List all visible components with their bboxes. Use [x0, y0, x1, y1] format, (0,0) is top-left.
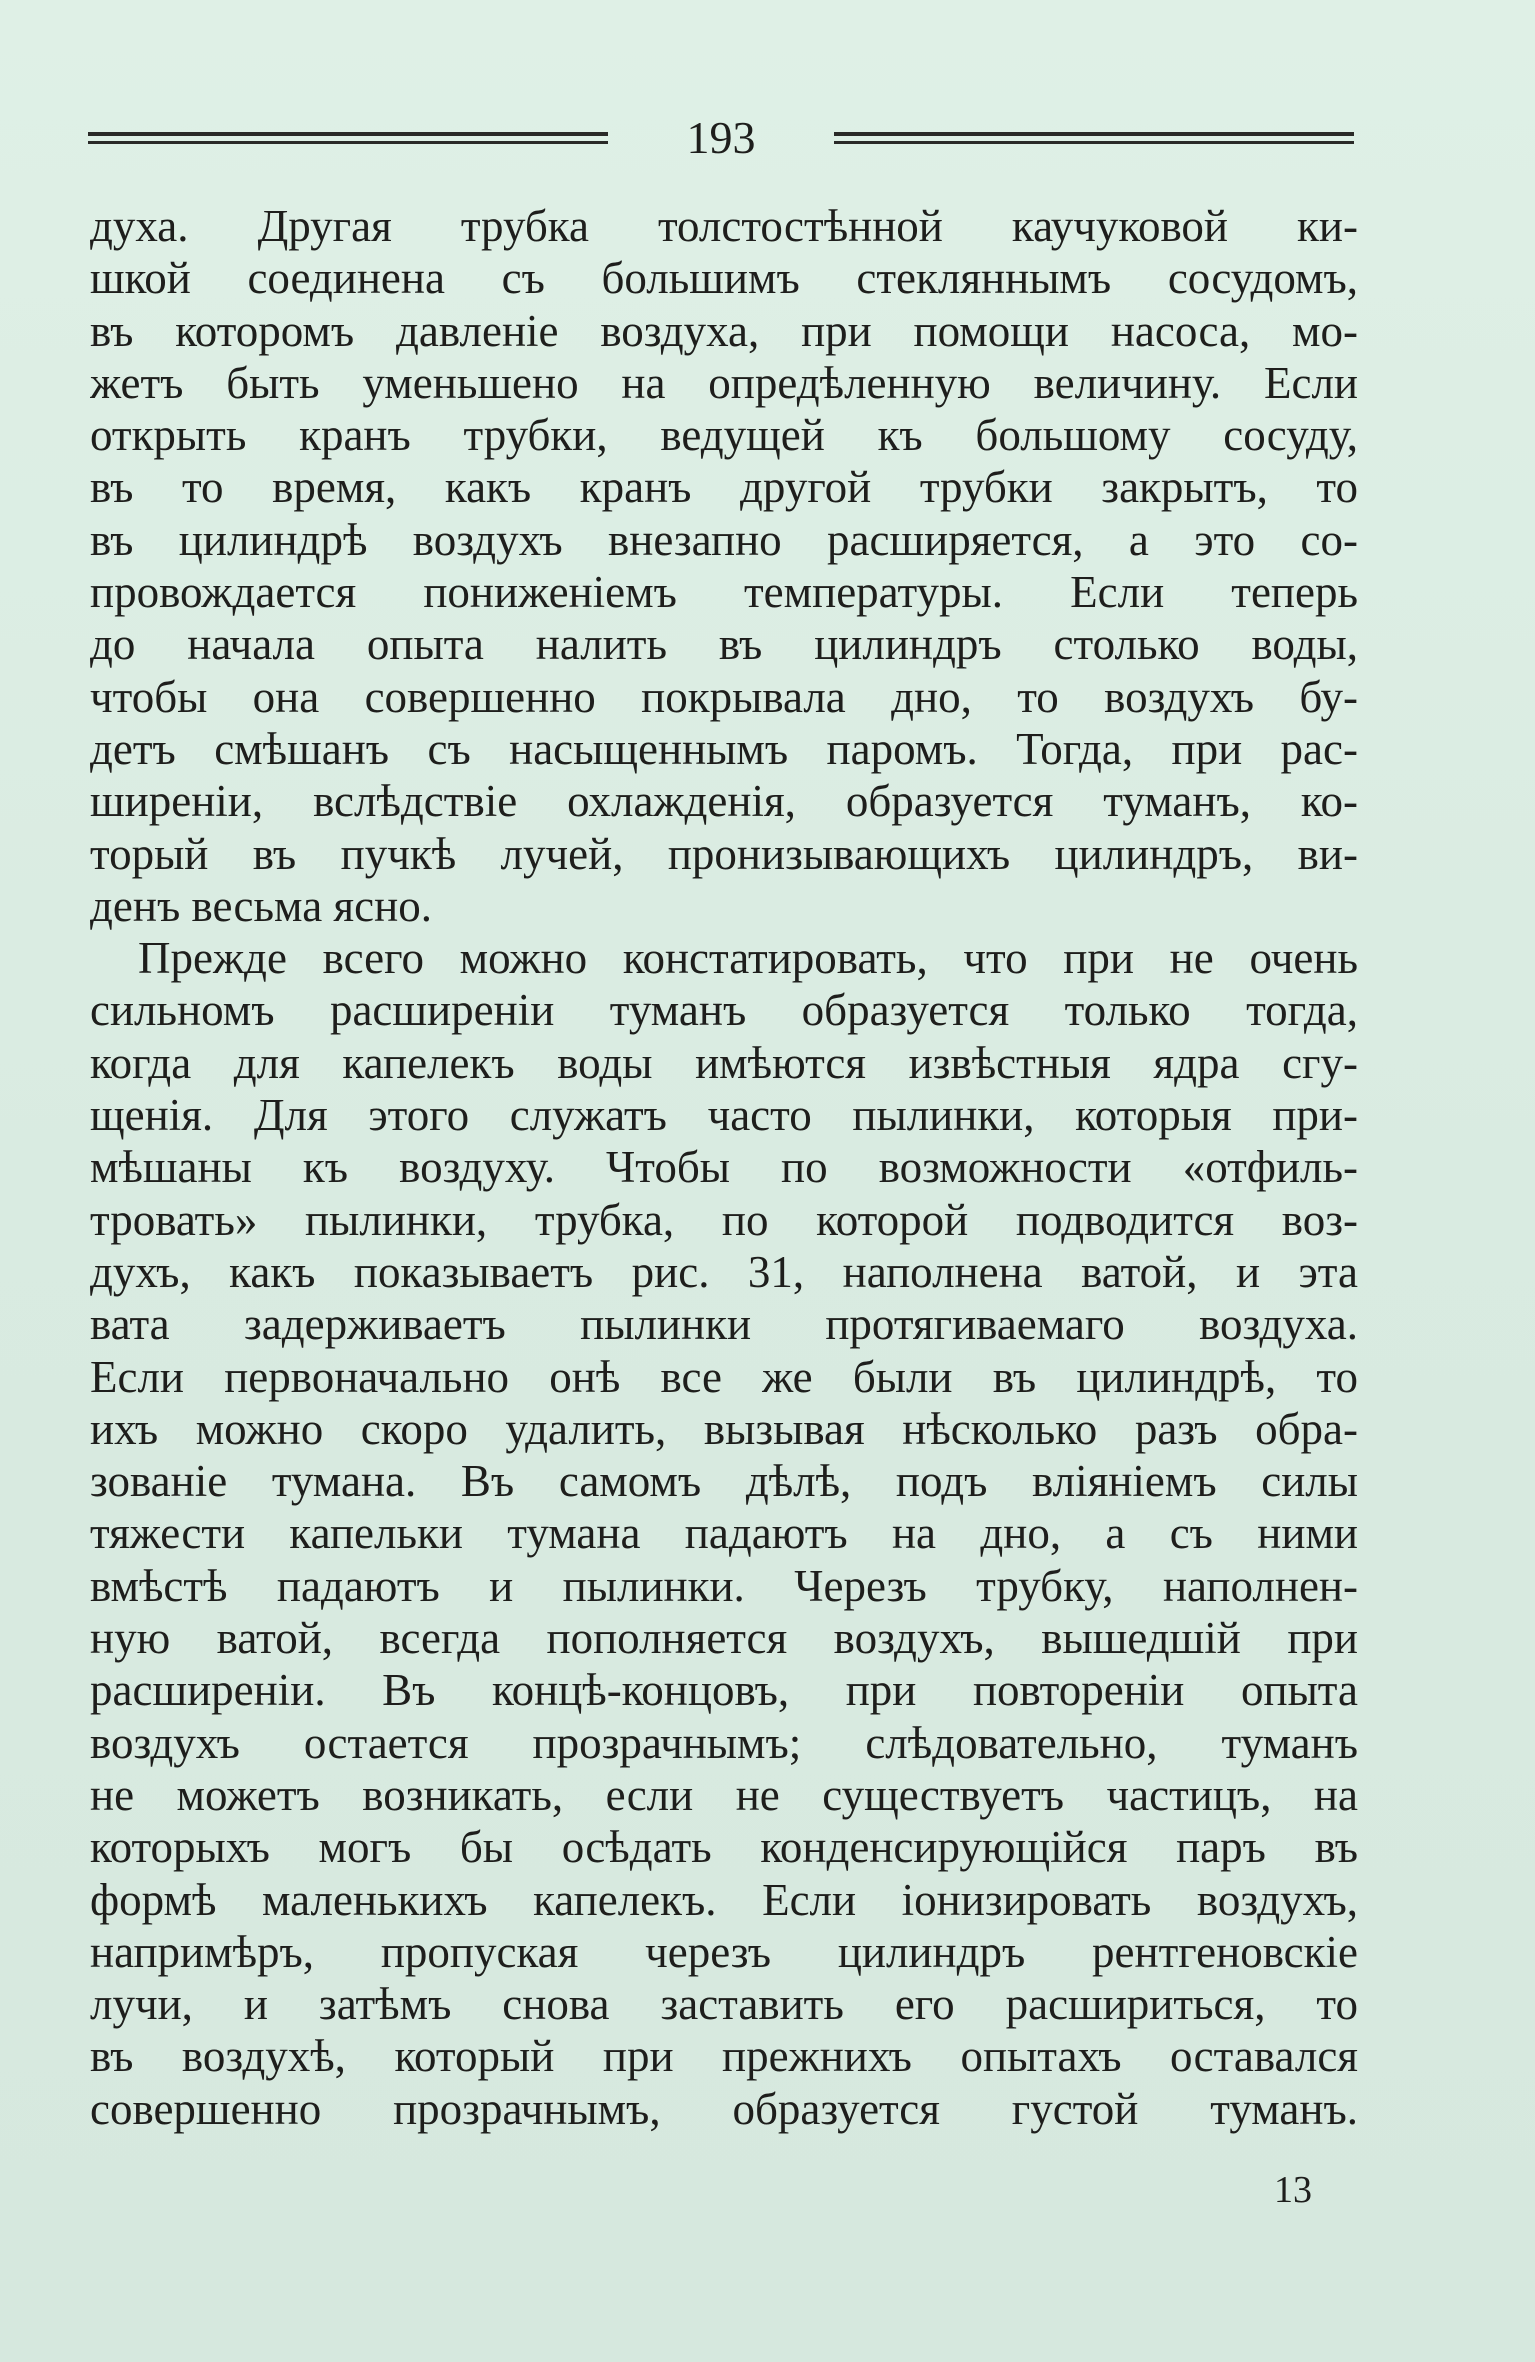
text-line: въ цилиндрѣ воздухъ внезапно расширяется, а это со-: [90, 514, 1358, 565]
text-line: мѣшаны къ воздуху. Чтобы по возможности «отфиль-: [90, 1142, 1358, 1193]
text-line: когда для капелекъ воды имѣются извѣстныя ядра сгу-: [90, 1037, 1358, 1088]
text-line: сильномъ расширеніи туманъ образуется только тогда,: [90, 985, 1358, 1036]
text-line: не можетъ возникать, если не существуетъ частицъ, на: [90, 1769, 1358, 1820]
text-line: которыхъ могъ бы осѣдать конденсирующійся паръ въ: [90, 1822, 1358, 1873]
text-line: ную ватой, всегда пополняется воздухъ, вышедшій при: [90, 1613, 1358, 1664]
page-number: 193: [686, 112, 756, 163]
text-line: напримѣръ, пропуская черезъ цилиндръ рентгеновскіе: [90, 1926, 1358, 1977]
text-line: тяжести капельки тумана падаютъ на дно, а съ ними: [90, 1508, 1358, 1559]
text-line: зованіе тумана. Въ самомъ дѣлѣ, подъ вліяніемъ силы: [90, 1456, 1358, 1507]
header-rule-right: [834, 132, 1354, 146]
text-line: расширеніи. Въ концѣ-концовъ, при повтореніи опыта: [90, 1665, 1358, 1716]
text-line: духъ, какъ показываетъ рис. 31, наполнена ватой, и эта: [90, 1246, 1358, 1297]
text-line: совершенно прозрачнымъ, образуется густой туманъ.: [90, 2083, 1358, 2134]
header-rule-left: [88, 132, 608, 146]
text-line: Если первоначально онѣ все же были въ цилиндрѣ, то: [90, 1351, 1358, 1402]
text-line: формѣ маленькихъ капелекъ. Если іонизировать воздухъ,: [90, 1874, 1358, 1925]
text-line: въ воздухѣ, который при прежнихъ опытахъ оставался: [90, 2031, 1358, 2082]
page-header: [88, 108, 1354, 168]
text-line: воздухъ остается прозрачнымъ; слѣдовательно, туманъ: [90, 1717, 1358, 1768]
text-line: провождается пониженіемъ температуры. Если теперь: [90, 567, 1358, 618]
text-line: ширеніи, вслѣдствіе охлажденія, образуется туманъ, ко-: [90, 776, 1358, 827]
text-line: шкой соединена съ большимъ стекляннымъ сосудомъ,: [90, 253, 1358, 304]
text-line: щенія. Для этого служатъ часто пылинки, которыя при-: [90, 1090, 1358, 1141]
text-line: торый въ пучкѣ лучей, пронизывающихъ цилиндръ, ви-: [90, 828, 1358, 879]
body-text: [90, 200, 1358, 2135]
text-line: въ то время, какъ кранъ другой трубки закрытъ, то: [90, 462, 1358, 513]
text-line: духа. Другая трубка толстостѣнной каучуковой ки-: [90, 201, 1358, 251]
text-line: вата задерживаетъ пылинки протягиваемаго воздуха.: [90, 1299, 1358, 1350]
text-line: до начала опыта налить въ цилиндръ столько воды,: [90, 619, 1358, 670]
text-line: лучи, и затѣмъ снова заставить его расшириться, то: [90, 1979, 1358, 2030]
text-line: чтобы она совершенно покрывала дно, то воздухъ бу-: [90, 671, 1358, 722]
text-line: тровать» пылинки, трубка, по которой подводится воз-: [90, 1194, 1358, 1245]
text-line: ихъ можно скоро удалить, вызывая нѣсколько разъ обра-: [90, 1403, 1358, 1454]
text-line: Прежде всего можно констатировать, что при не очень: [138, 933, 1358, 984]
text-line: денъ весьма ясно.: [90, 880, 432, 931]
signature-mark: 13: [1274, 2169, 1312, 2211]
text-line: въ которомъ давленіе воздуха, при помощи насоса, мо-: [90, 305, 1358, 356]
text-line: жетъ быть уменьшено на опредѣленную величину. Если: [90, 357, 1358, 408]
text-line: детъ смѣшанъ съ насыщеннымъ паромъ. Тогда, при рас-: [90, 723, 1358, 774]
text-line: открыть кранъ трубки, ведущей къ большому сосуду,: [90, 410, 1358, 461]
text-line: вмѣстѣ падаютъ и пылинки. Черезъ трубку, наполнен-: [90, 1560, 1358, 1611]
